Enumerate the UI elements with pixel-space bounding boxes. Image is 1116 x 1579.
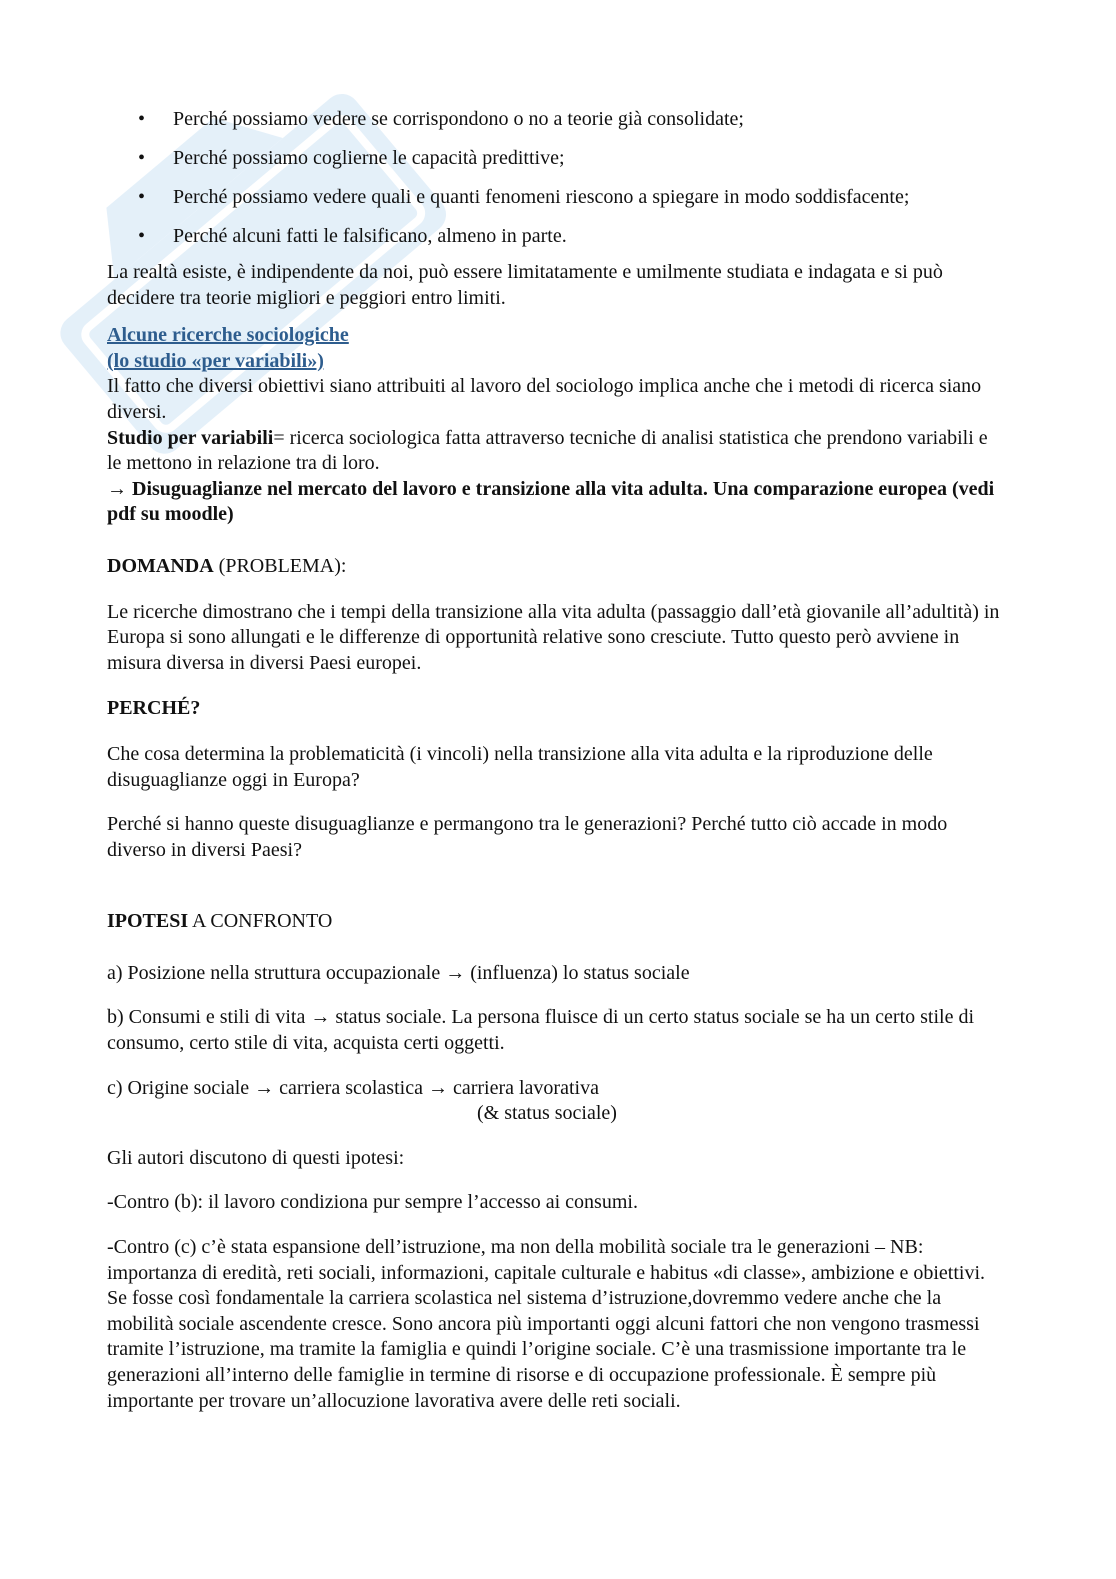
list-item: • Perché possiamo vedere se corrispondono o no a teorie già consolidate;	[138, 108, 744, 130]
authors-intro: Gli autori discutono di questi ipotesi:	[107, 1146, 405, 1169]
bullet-icon: •	[138, 186, 146, 208]
section-title-line-1[interactable]: Alcune ricerche sociologiche	[107, 324, 349, 347]
perche-question-1: Che cosa determina la problematicità (i vincoli) nella transizione alla vita adulta e la riproduzione delle disuguaglianze oggi in Europa?	[107, 742, 933, 791]
domanda-heading: DOMANDA (PROBLEMA):	[107, 554, 347, 577]
section-title-link[interactable]	[107, 323, 1007, 374]
hypothesis-b: b) Consumi e stili di vita → status sociale. La persona fluisce di un certo status sociale se ha un certo stile di consumo, certo stile di vita, acquista certi oggetti.	[107, 1006, 975, 1055]
studio-term: Studio per variabili	[107, 426, 274, 449]
list-item: • Perché possiamo vedere quali e quanti fenomeni riescono a spiegare in modo soddisfacente;	[138, 186, 910, 208]
intro-paragraph: La realtà esiste, è indipendente da noi, può essere limitatamente e umilmente studiata e indagata e si può decidere tra teorie migliori e peggiori entro limiti.	[107, 261, 943, 309]
perche-heading: PERCHÉ?	[107, 697, 201, 720]
hypothesis-c: c) Origine sociale → carriera scolastica → carriera lavorativa	[107, 1076, 599, 1099]
perche-question-2: Perché si hanno queste disuguaglianze e permangono tra le generazioni? Perché tutto ciò accade in modo diverso in diversi Paesi?	[107, 813, 948, 861]
bullet-icon: •	[138, 108, 146, 130]
section-intro: Il fatto che diversi obiettivi siano attribuiti al lavoro del sociologo implica anche che i metodi di ricerca siano diversi.	[107, 375, 982, 423]
document-page	[107, 106, 1007, 1414]
list-item: • Perché alcuni fatti le falsificano, almeno in parte.	[138, 225, 567, 247]
list-item: • Perché possiamo coglierne le capacità predittive;	[138, 147, 565, 169]
domanda-text: Le ricerche dimostrano che i tempi della transizione alla vita adulta (passaggio dall’età giovanile all’adultità) in Europa si sono allungati e le differenze di opportunità relative sono cresciute. Tutto questo però avviene in misura diversa in diversi Paesi europei.	[107, 600, 1000, 674]
contro-c: -Contro (c) c’è stata espansione dell’istruzione, ma non della mobilità sociale tra le generazioni – NB: importanza di eredità, reti sociali, informazioni, capitale culturale e habitus «di classe», ambizione e obiettivi. Se fosse così fondamentale la carriera scolastica nel sistema d’istruzione,dovremmo vedere anche che la mobilità sociale ascendente cresce. Sono ancora più importanti oggi alcuni fattori che non vengono trasmessi tramite l’istruzione, ma tramite la famiglia e quindi l’origine sociale. C’è una trasmissione importante tra le generazioni all’interno delle famiglie in termine di risorse e di occupazione professionale. È sempre più importante per trovare un’allocuzione lavorativa avere delle reti sociali.	[107, 1236, 986, 1412]
studio-definition	[107, 426, 1007, 477]
ipotesi-heading: IPOTESI A CONFRONTO	[107, 910, 333, 933]
bullet-icon: •	[138, 147, 146, 169]
studio-def-text: = ricerca sociologica fatta attraverso tecniche di analisi statistica che prendono variabili e le mettono in relazione tra di loro.	[107, 426, 988, 475]
arrow-heading: → Disuguaglianze nel mercato del lavoro e transizione alla vita adulta. Una comparazione europea (vedi pdf su moodle)	[107, 477, 995, 526]
hypothesis-c-continuation: (& status sociale)	[477, 1102, 617, 1125]
hypothesis-a: a) Posizione nella struttura occupazionale → (influenza) lo status sociale	[107, 961, 690, 984]
section-title-line-2[interactable]: (lo studio «per variabili»)	[107, 349, 324, 372]
contro-b: -Contro (b): il lavoro condiziona pur sempre l’accesso ai consumi.	[107, 1191, 638, 1214]
reasons-list	[107, 106, 1007, 249]
bullet-icon: •	[138, 225, 146, 247]
